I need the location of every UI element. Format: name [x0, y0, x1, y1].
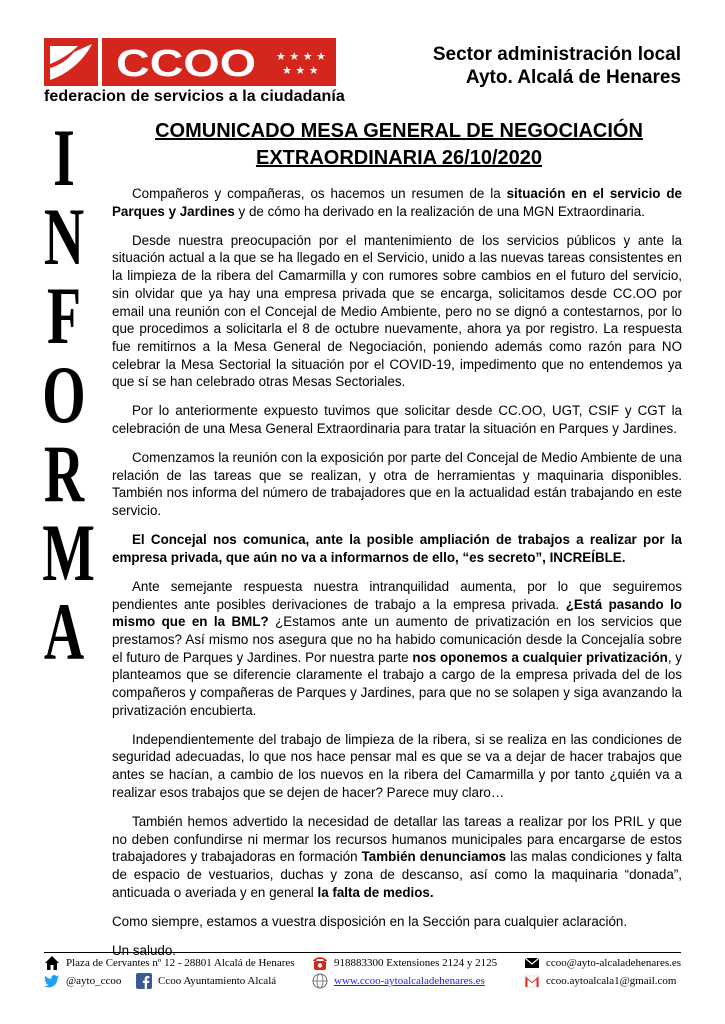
envelope-icon [524, 955, 540, 971]
footer-email-2[interactable]: ccoo.aytoalcala1@gmail.com [524, 973, 676, 989]
footer-divider [44, 952, 681, 953]
svg-text:★ ★ ★: ★ ★ ★ [282, 64, 319, 77]
title-line-2: EXTRAORDINARIA 26/10/2020 [255, 147, 543, 169]
facebook-icon [136, 973, 152, 989]
footer-address: Plaza de Cervantes nº 12 - 28801 Alcalá de Henares [44, 955, 295, 971]
svg-text:★ ★ ★ ★: ★ ★ ★ ★ [276, 50, 326, 63]
paragraph-3: Por lo anteriormente expuesto tuvimos que solicitar desde CC.OO, UGT, CSIF y CGT la celebración de una Mesa General Extraordinaria para tratar la situación en Parques y Jardines. [112, 403, 682, 437]
informa-letter: A [43, 586, 85, 677]
paragraph-7: Independientemente del trabajo de limpieza de la ribera, si se realiza en las condiciones de seguridad adecuadas, lo que nos hace pensar mal es que se va a dejar de hacer trabajos que antes se hacían, a cambio de los nuevos en la ribera del Camarmilla y por tanto ¿quién va a realizar esos trabajos que se dejen de hacer? Parece muy claro… [112, 731, 682, 800]
paragraph-1: Compañeros y compañeras, os hacemos un resumen de la situación en el servicio de Parques y Jardines y de cómo ha derivado en la realización de una MGN Extraordinaria. [112, 186, 682, 219]
document-body [112, 185, 682, 971]
footer-email-1[interactable]: ccoo@ayto-alcaladehenares.es [524, 955, 681, 971]
logo-text: CCOO [116, 43, 256, 85]
paragraph-5: El Concejal nos comunica, ante la posible ampliación de trabajos a realizar por la empresa privada, que aún no va a informarnos de ello, “es secreto”, INCREÍBLE. [112, 532, 682, 565]
home-icon [44, 955, 60, 971]
logo-subtitle: federacion de servicios a la ciudadanía [44, 88, 345, 105]
footer-phone: 918883300 Extensiones 2124 y 2125 [312, 955, 497, 971]
footer-website[interactable] [312, 973, 485, 989]
header-info [433, 43, 681, 89]
title-line-1: COMUNICADO MESA GENERAL DE NEGOCIACIÓN [155, 120, 643, 142]
footer-facebook[interactable]: Ccoo Ayuntamiento Alcalá [136, 973, 276, 989]
header-ayto: Ayto. Alcalá de Henares [465, 67, 681, 88]
paragraph-2: Desde nuestra preocupación por el mantenimiento de los servicios públicos y ante la situación actual a la que se ha llegado en el Servicio, unido a las nuevas tareas consistentes en la limpieza de la ribera del Camarmilla y con rumores sobre cambios en el futuro del servicio, sin olvidar que ya hay una empresa privada que se encarga, solicitamos desde CC.OO por email una reunión con el Concejal de Medio Ambiente, pero no se dignó a contestarnos, por lo que procedimos a solicitarla el 8 de octubre nuevamente, ahora ya por registro. La respuesta fue remitirnos a la Mesa General de Negociación, poniendo además como razón para NO celebrar la Mesa Sectorial la situación por el COVID-19, impedimento que no entendemos ya que sí se han celebrado otras Mesas Sectoriales. [112, 232, 682, 390]
paragraph-4: Comenzamos la reunión con la exposición por parte del Concejal de Medio Ambiente de una relación de las tareas que se realizan, y otra de herramientas y maquinaria disponibles. También nos informa del número de trabajadores que en la actualidad están trabajando en este servicio. [112, 450, 682, 519]
ccoo-logo [44, 38, 336, 86]
informa-letter: M [42, 507, 95, 598]
web-icon [312, 973, 328, 989]
document-title [116, 118, 682, 172]
phone-icon [312, 955, 328, 971]
informa-vertical-word [32, 112, 96, 677]
informa-letter: O [42, 349, 86, 440]
informa-letter: N [43, 191, 85, 282]
header-sector: Sector administración local [432, 44, 681, 65]
gmail-icon [524, 973, 540, 989]
informa-letter: R [43, 428, 85, 519]
footer-twitter[interactable]: @ayto_ccoo [44, 973, 121, 989]
website-link[interactable]: www.ccoo-aytoalcaladehenares.es [334, 975, 485, 987]
paragraph-9: Como siempre, estamos a vuestra disposición en la Sección para cualquier aclaración. [112, 913, 628, 929]
paragraph-10: Un saludo. [112, 942, 177, 958]
twitter-icon [44, 973, 60, 989]
paragraph-6: Ante semejante respuesta nuestra intranquilidad aumenta, por lo que seguiremos pendientes ante posibles derivaciones de trabajo a la empresa privada. ¿Está pasando lo mismo que en la BML? ¿Estamos ante un aumento de privatización en los servicios que prestamos? Así mismo nos asegura que no ha habido comunicación desde la Concejalía sobre el futuro de Parques y Jardines. Por nuestra parte nos oponemos a cualquier privatización, y planteamos que se diferencie claramente el trabajo a cargo de la empresa privada del de los compañeros y compañeras de Parques y Jardines, para que no se solapen y siga avanzando la privatización encubierta. [112, 578, 683, 718]
paragraph-8: También hemos advertido la necesidad de detallar las tareas a realizar por los PRIL y que no deben confundirse ni mermar los recursos humanos municipales para encargarse de estos trabajadores y trabajadoras en formación También denunciamos las malas condiciones y falta de espacio de vestuarios, duchas y zona de descanso, así como la maquinaria “donada”, anticuada o averiada y en general la falta de medios. [112, 813, 682, 900]
informa-letter: I [53, 112, 75, 203]
informa-letter: F [46, 270, 82, 361]
